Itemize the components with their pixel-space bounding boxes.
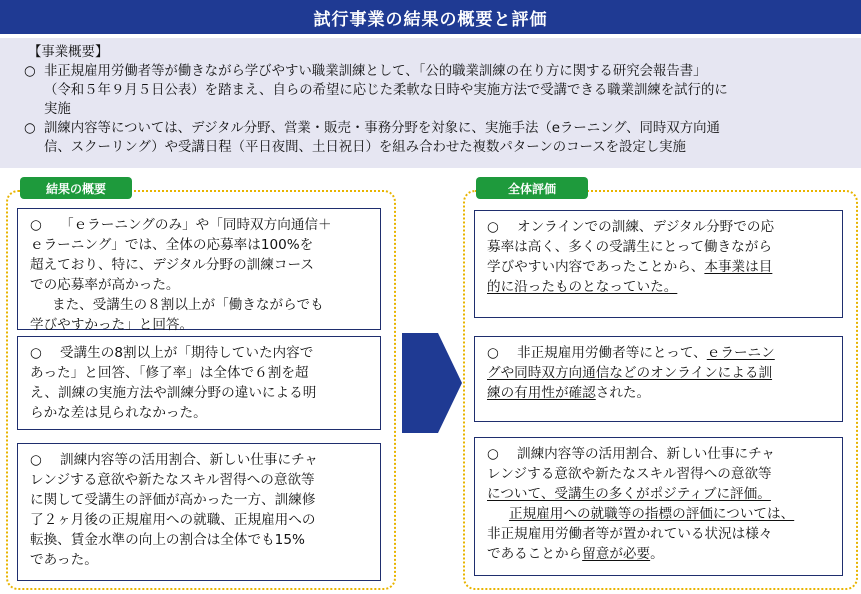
text-line: 訓練内容等の活用割合、新しい仕事にチャ bbox=[517, 446, 775, 462]
text-line: ｅラーニング」では、全体の応募率は100%を bbox=[30, 237, 314, 253]
text-line: 受講生の8割以上が「期待していた内容で bbox=[60, 345, 314, 361]
results-box-1 bbox=[17, 208, 381, 333]
bullet-circle: ○ bbox=[30, 345, 42, 361]
text-line: 。 bbox=[650, 546, 664, 562]
bullet-circle: ○ bbox=[30, 452, 42, 468]
results-box-2 bbox=[17, 336, 381, 430]
text-line: された。 bbox=[595, 385, 651, 401]
overview-heading: 【事業概要】 bbox=[28, 45, 109, 60]
text-line: レンジする意欲や新たなスキル習得への意欲等 bbox=[30, 472, 315, 488]
evaluation-box-3 bbox=[474, 437, 843, 576]
text-line: での応募率が高かった。 bbox=[30, 277, 180, 293]
underlined-text: グや同時双方向通信などのオンラインによる訓 bbox=[487, 365, 773, 381]
bullet-circle: ○ bbox=[487, 345, 499, 361]
overview-line: 実施 bbox=[44, 102, 71, 117]
underlined-text: 本事業は目 bbox=[704, 259, 773, 275]
underlined-text: 留意が必要 bbox=[582, 546, 651, 562]
bullet-circle: ○ bbox=[487, 446, 499, 462]
text-line: え、訓練の実施方法や訓練分野の違いによる明 bbox=[30, 385, 317, 401]
text-line: オンラインでの訓練、デジタル分野での応 bbox=[517, 219, 775, 235]
text-line: 訓練内容等の活用割合、新しい仕事にチャ bbox=[60, 452, 318, 468]
bullet-circle: ○ bbox=[487, 219, 499, 235]
overview-line: 信、スクーリング）や受講日程（平日夜間、土日祝日）を組み合わせた複数パターンのコースを設定し実施 bbox=[44, 140, 686, 155]
text-line: 「ｅラーニングのみ」や「同時双方向通信＋ bbox=[60, 217, 332, 233]
results-tab: 結果の概要 bbox=[20, 177, 132, 199]
text-line: 転換、賃金水準の向上の割合は全体でも15% bbox=[30, 532, 305, 548]
bullet-circle: ○ bbox=[24, 64, 36, 79]
evaluation-box-1 bbox=[474, 210, 843, 318]
text-line: に関して受講生の評価が高かった一方、訓練修 bbox=[30, 492, 316, 508]
overview-line: 訓練内容等については、デジタル分野、営業・販売・事務分野を対象に、実施手法（eラーニング、同時双方向通 bbox=[44, 121, 720, 136]
right-arrow-icon bbox=[402, 333, 462, 433]
business-overview bbox=[0, 38, 861, 168]
underlined-text: 的に沿ったものとなっていた。 bbox=[487, 279, 678, 295]
overview-line: （令和５年９月５日公表）を踏まえ、自らの希望に応じた柔軟な日時や実施方法で受講できる職業訓練を試行的に bbox=[44, 83, 728, 98]
text-line: 非正規雇用労働者等が置かれている状況は様々 bbox=[487, 526, 773, 542]
overview-item bbox=[14, 119, 847, 157]
text-line: 超えており、特に、デジタル分野の訓練コース bbox=[30, 257, 314, 273]
results-box-3 bbox=[17, 443, 381, 581]
underlined-text: 正規雇用への就職等の指標の評価については、 bbox=[509, 506, 795, 522]
bullet-circle: ○ bbox=[24, 121, 36, 136]
bullet-circle: ○ bbox=[30, 217, 42, 233]
underlined-text: ｅラーニン bbox=[706, 345, 775, 361]
text-line: であった。 bbox=[30, 552, 98, 568]
evaluation-tab: 全体評価 bbox=[476, 177, 588, 199]
text-line: 学びやすい内容であったことから、 bbox=[487, 259, 705, 275]
text-line: 非正規雇用労働者等にとって、 bbox=[517, 345, 707, 361]
underlined-text: について、受講生の多くがポジティブに評価。 bbox=[487, 486, 771, 502]
overview-line: 非正規雇用労働者等が働きながら学びやすい職業訓練として、「公的職業訓練の在り方に関する研究会報告書」 bbox=[44, 64, 707, 79]
text-line: 了２ヶ月後の正規雇用への就職、正規雇用への bbox=[30, 512, 316, 528]
evaluation-box-2 bbox=[474, 336, 843, 422]
underlined-text: 練の有用性が確認 bbox=[487, 385, 596, 401]
text-line: 募率は高く、多くの受講生にとって働きながら bbox=[487, 239, 772, 255]
text-line: また、受講生の８割以上が「働きながらでも bbox=[52, 297, 324, 313]
text-line: らかな差は見られなかった。 bbox=[30, 405, 207, 421]
text-line: であることから bbox=[487, 546, 583, 562]
overview-item bbox=[14, 62, 847, 119]
page-title: 試行事業の結果の概要と評価 bbox=[0, 0, 861, 34]
text-line: あった」と回答、「修了率」は全体で６割を超 bbox=[30, 365, 309, 381]
text-line: レンジする意欲や新たなスキル習得への意欲等 bbox=[487, 466, 772, 482]
text-line: 学びやすかった」と回答。 bbox=[30, 317, 194, 333]
